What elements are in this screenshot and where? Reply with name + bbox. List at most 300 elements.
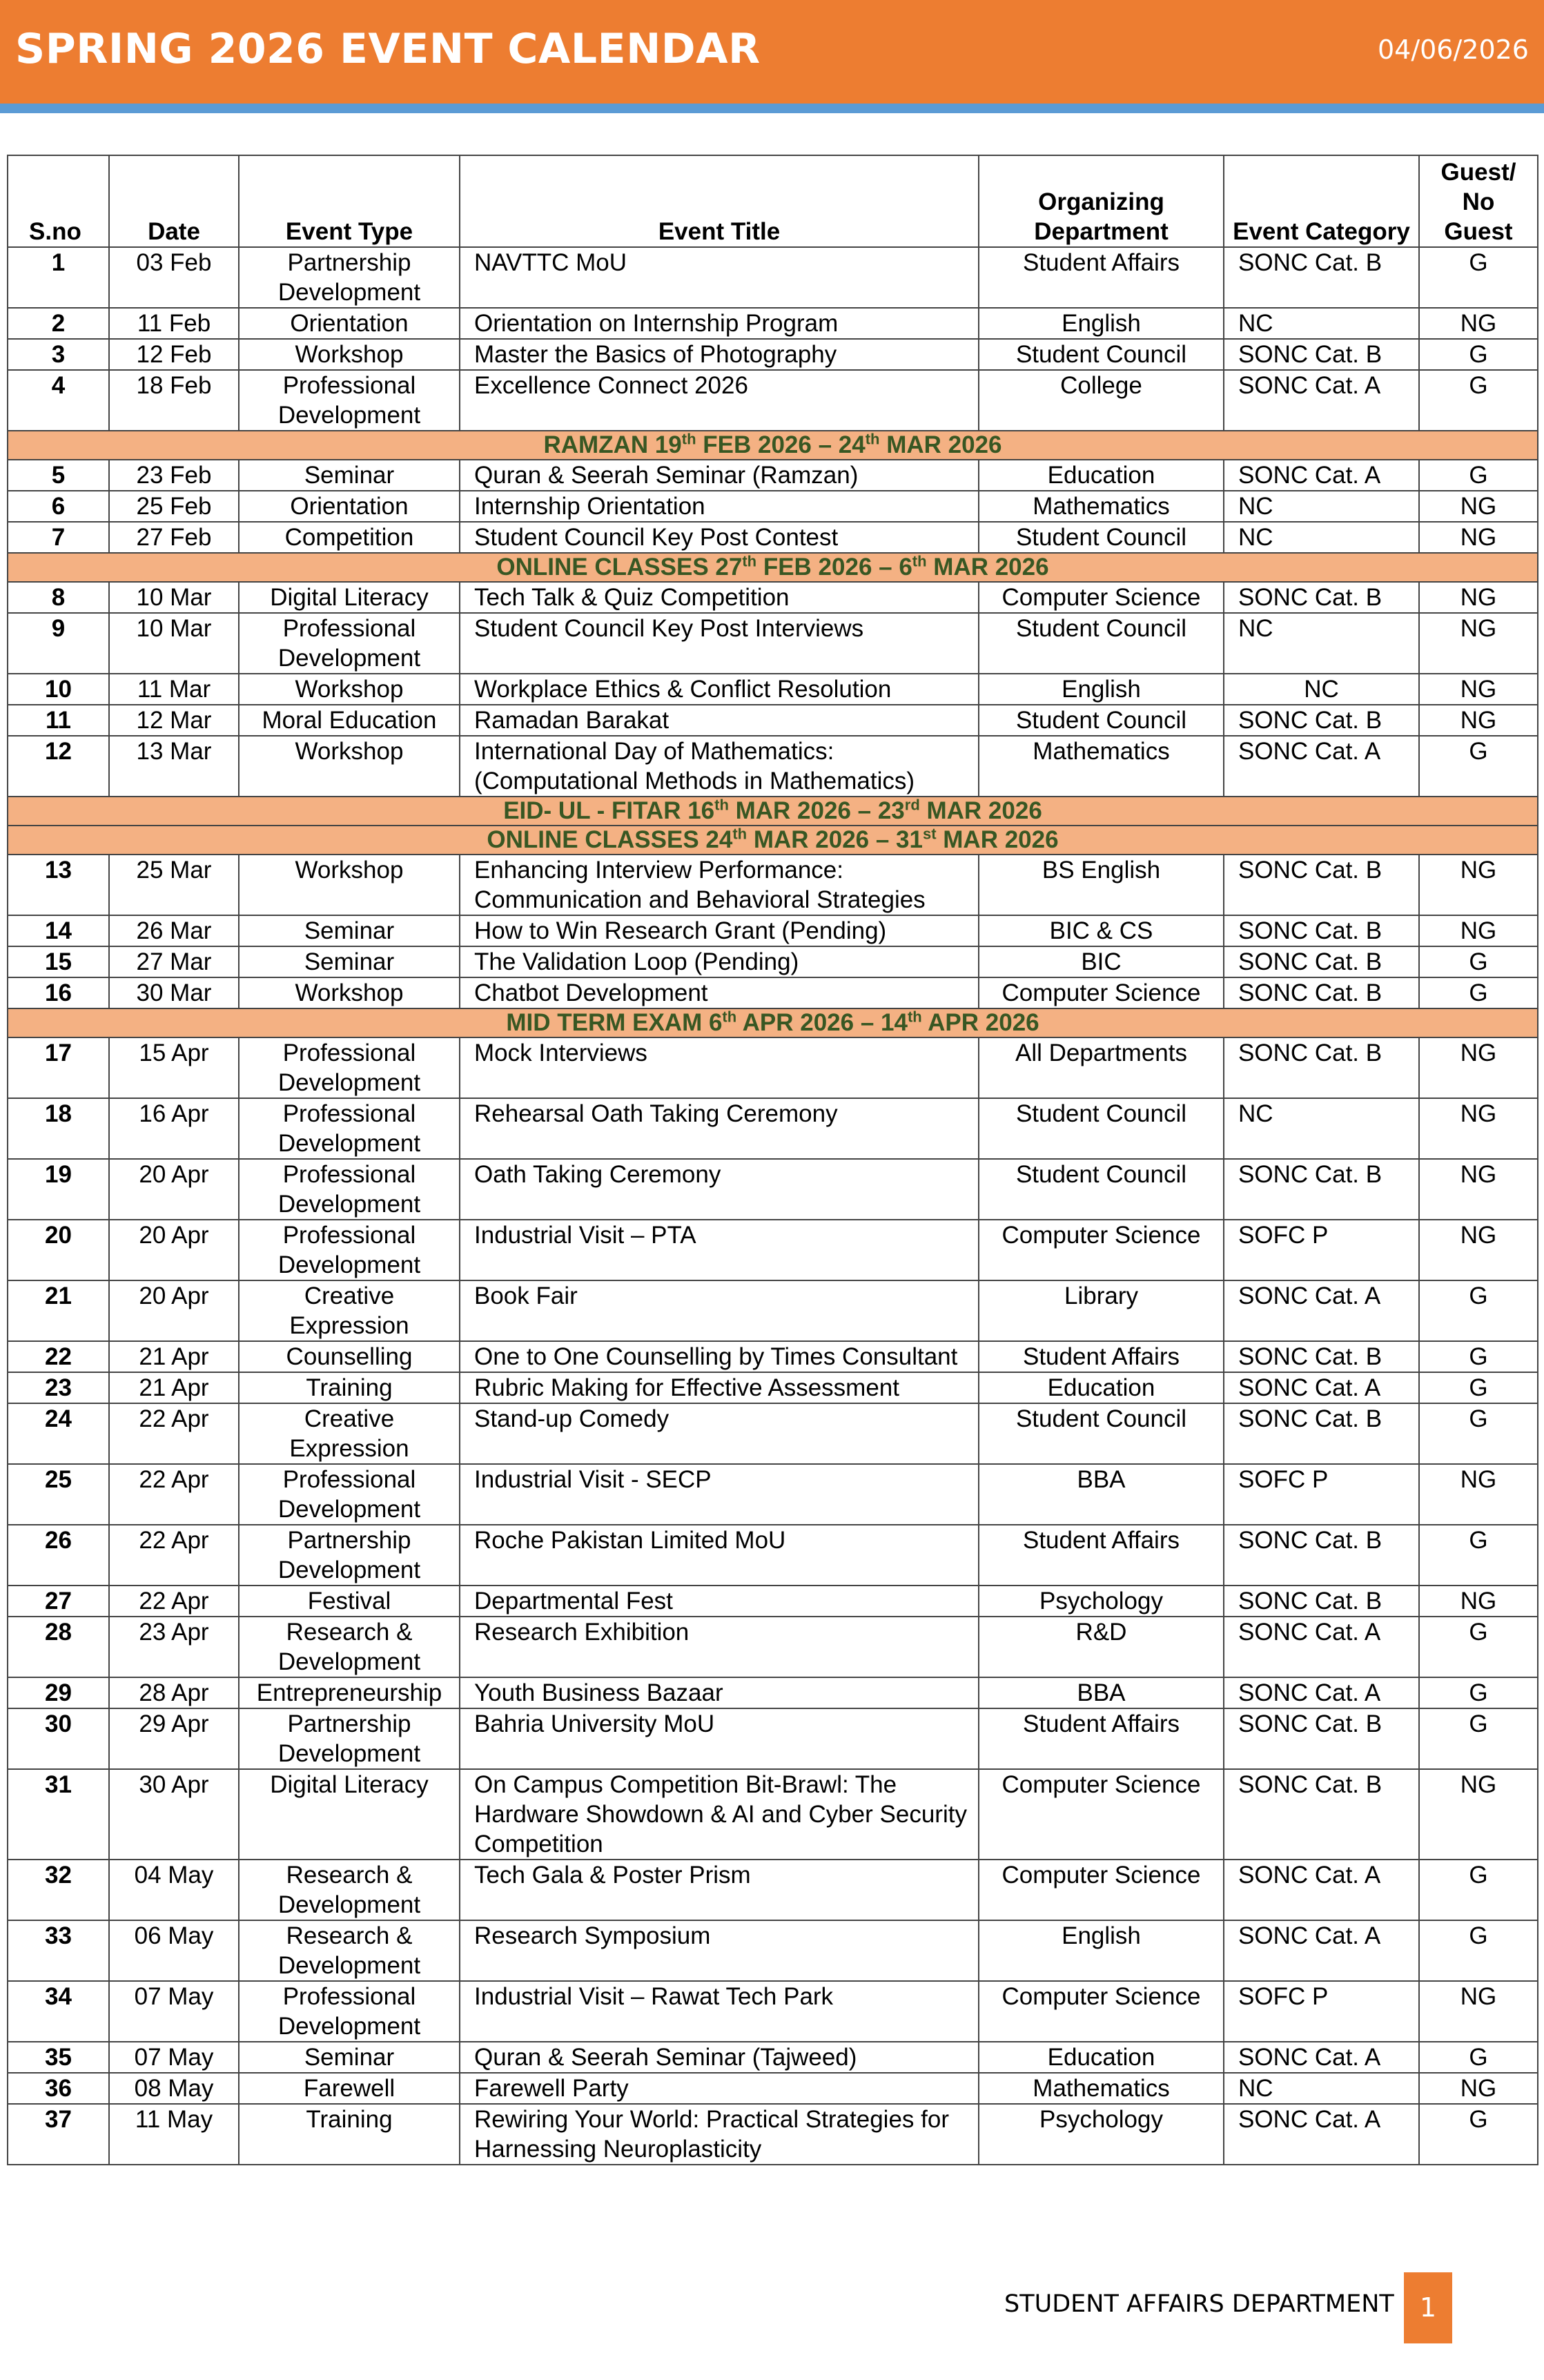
cell-sno: 10 [8, 674, 109, 705]
cell-department: Student Council [979, 1159, 1224, 1220]
cell-guest: G [1419, 1920, 1538, 1981]
separator-text: MAR 2026 [936, 826, 1059, 853]
cell-event-title: Departmental Fest [460, 1586, 979, 1617]
table-row [8, 977, 1538, 1008]
cell-event-type: Seminar [239, 460, 460, 491]
cell-date: 03 Feb [109, 247, 239, 308]
cell-event-title: Rubric Making for Effective Assessment [460, 1372, 979, 1403]
ordinal-suffix: th [907, 1008, 922, 1026]
cell-date: 21 Apr [109, 1372, 239, 1403]
cell-event-category: NC [1224, 491, 1419, 522]
cell-event-category: SONC Cat. B [1224, 915, 1419, 946]
cell-event-type: Training [239, 1372, 460, 1403]
cell-sno: 17 [8, 1037, 109, 1098]
cell-sno: 34 [8, 1981, 109, 2042]
cell-department: English [979, 308, 1224, 339]
table-row [8, 1920, 1538, 1981]
cell-event-category: NC [1224, 674, 1419, 705]
cell-date: 10 Mar [109, 582, 239, 613]
cell-event-category: SONC Cat. B [1224, 1769, 1419, 1860]
cell-department: Computer Science [979, 1769, 1224, 1860]
cell-event-type: Professional Development [239, 1981, 460, 2042]
cell-event-category: NC [1224, 613, 1419, 674]
cell-event-title: Book Fair [460, 1280, 979, 1341]
cell-date: 25 Mar [109, 855, 239, 915]
cell-guest: NG [1419, 1464, 1538, 1525]
cell-event-type: Training [239, 2104, 460, 2165]
table-row [8, 491, 1538, 522]
cell-event-type: Competition [239, 522, 460, 553]
cell-event-type: Digital Literacy [239, 582, 460, 613]
cell-event-category: SOFC P [1224, 1220, 1419, 1280]
cell-sno: 33 [8, 1920, 109, 1981]
cell-date: 30 Mar [109, 977, 239, 1008]
cell-department: Student Affairs [979, 1525, 1224, 1586]
cell-date: 08 May [109, 2073, 239, 2104]
header-stripe [0, 104, 1544, 113]
cell-event-title: Tech Gala & Poster Prism [460, 1860, 979, 1920]
cell-event-category: NC [1224, 2073, 1419, 2104]
cell-event-title: NAVTTC MoU [460, 247, 979, 308]
separator-text: MAR 2026 – 23 [728, 797, 905, 824]
cell-event-title: International Day of Mathematics: (Computational Methods in Mathematics) [460, 736, 979, 797]
cell-event-title: Oath Taking Ceremony [460, 1159, 979, 1220]
cell-department: Education [979, 460, 1224, 491]
cell-event-type: Professional Development [239, 1159, 460, 1220]
cell-event-type: Digital Literacy [239, 1769, 460, 1860]
cell-sno: 32 [8, 1860, 109, 1920]
cell-event-type: Creative Expression [239, 1403, 460, 1464]
cell-sno: 21 [8, 1280, 109, 1341]
cell-guest: NG [1419, 582, 1538, 613]
cell-event-title: Youth Business Bazaar [460, 1677, 979, 1708]
cell-department: BBA [979, 1677, 1224, 1708]
cell-department: BS English [979, 855, 1224, 915]
cell-date: 23 Feb [109, 460, 239, 491]
cell-date: 22 Apr [109, 1403, 239, 1464]
column-header-sno: S.no [8, 155, 109, 247]
cell-department: Education [979, 1372, 1224, 1403]
column-header-guest: Guest/ No Guest [1419, 155, 1538, 247]
cell-event-type: Orientation [239, 308, 460, 339]
cell-event-category: SONC Cat. B [1224, 946, 1419, 977]
separator-text: FEB 2026 – 24 [696, 431, 866, 458]
cell-event-title: Stand-up Comedy [460, 1403, 979, 1464]
cell-date: 07 May [109, 1981, 239, 2042]
section-separator-label [8, 826, 1538, 855]
cell-guest: NG [1419, 491, 1538, 522]
table-row [8, 522, 1538, 553]
cell-event-type: Research & Development [239, 1860, 460, 1920]
table-body [8, 247, 1538, 2165]
separator-text: APR 2026 – 14 [736, 1009, 908, 1036]
table-header-row [8, 155, 1538, 247]
cell-event-type: Farewell [239, 2073, 460, 2104]
cell-department: BBA [979, 1464, 1224, 1525]
cell-sno: 2 [8, 308, 109, 339]
table-row [8, 308, 1538, 339]
cell-event-type: Seminar [239, 946, 460, 977]
cell-sno: 4 [8, 370, 109, 431]
cell-guest: G [1419, 1525, 1538, 1586]
cell-date: 11 Feb [109, 308, 239, 339]
separator-text: MAR 2026 [879, 431, 1002, 458]
cell-sno: 30 [8, 1708, 109, 1769]
cell-event-title: Research Symposium [460, 1920, 979, 1981]
cell-date: 22 Apr [109, 1586, 239, 1617]
cell-event-title: Excellence Connect 2026 [460, 370, 979, 431]
cell-department: College [979, 370, 1224, 431]
ordinal-suffix: th [681, 431, 696, 448]
cell-guest: G [1419, 2042, 1538, 2073]
cell-guest: G [1419, 1677, 1538, 1708]
cell-event-type: Professional Development [239, 1464, 460, 1525]
separator-text: MAR 2026 [926, 554, 1049, 581]
cell-sno: 27 [8, 1586, 109, 1617]
cell-department: Student Affairs [979, 1708, 1224, 1769]
cell-date: 07 May [109, 2042, 239, 2073]
cell-event-title: Orientation on Internship Program [460, 308, 979, 339]
cell-event-category: SONC Cat. A [1224, 1860, 1419, 1920]
table-row [8, 2073, 1538, 2104]
cell-sno: 35 [8, 2042, 109, 2073]
table-row [8, 1617, 1538, 1677]
cell-event-category: SONC Cat. B [1224, 1159, 1419, 1220]
cell-event-category: SONC Cat. A [1224, 370, 1419, 431]
table-row [8, 247, 1538, 308]
cell-event-category: SONC Cat. B [1224, 339, 1419, 370]
cell-date: 25 Feb [109, 491, 239, 522]
cell-event-title: On Campus Competition Bit-Brawl: The Hardware Showdown & AI and Cyber Security Competition [460, 1769, 979, 1860]
cell-event-title: Rehearsal Oath Taking Ceremony [460, 1098, 979, 1159]
separator-text: ONLINE CLASSES 24 [487, 826, 733, 853]
cell-date: 20 Apr [109, 1280, 239, 1341]
cell-event-type: Professional Development [239, 370, 460, 431]
cell-sno: 9 [8, 613, 109, 674]
cell-event-category: SONC Cat. B [1224, 1586, 1419, 1617]
cell-guest: NG [1419, 1098, 1538, 1159]
cell-event-category: SONC Cat. A [1224, 1280, 1419, 1341]
cell-guest: G [1419, 247, 1538, 308]
cell-event-category: NC [1224, 308, 1419, 339]
cell-event-category: SONC Cat. A [1224, 2042, 1419, 2073]
cell-event-type: Workshop [239, 855, 460, 915]
table-row [8, 1098, 1538, 1159]
cell-sno: 37 [8, 2104, 109, 2165]
table-row [8, 460, 1538, 491]
section-separator-row [8, 553, 1538, 582]
ordinal-suffix: th [742, 553, 757, 570]
cell-sno: 23 [8, 1372, 109, 1403]
separator-text: ONLINE CLASSES 27 [496, 554, 743, 581]
cell-event-category: SONC Cat. B [1224, 1037, 1419, 1098]
section-separator-row [8, 826, 1538, 855]
cell-event-type: Workshop [239, 977, 460, 1008]
cell-event-category: NC [1224, 1098, 1419, 1159]
cell-event-category: NC [1224, 522, 1419, 553]
separator-text: RAMZAN 19 [543, 431, 682, 458]
cell-guest: NG [1419, 855, 1538, 915]
cell-department: Psychology [979, 2104, 1224, 2165]
column-header-organizing-department: Organizing Department [979, 155, 1224, 247]
cell-event-title: Roche Pakistan Limited MoU [460, 1525, 979, 1586]
cell-sno: 14 [8, 915, 109, 946]
table-row [8, 613, 1538, 674]
table-row [8, 582, 1538, 613]
cell-event-title: The Validation Loop (Pending) [460, 946, 979, 977]
cell-department: R&D [979, 1617, 1224, 1677]
cell-guest: G [1419, 1403, 1538, 1464]
cell-department: All Departments [979, 1037, 1224, 1098]
cell-guest: G [1419, 1708, 1538, 1769]
cell-sno: 1 [8, 247, 109, 308]
cell-event-type: Professional Development [239, 1037, 460, 1098]
ordinal-suffix: th [865, 431, 880, 448]
ordinal-suffix: th [714, 797, 729, 814]
section-separator-row [8, 431, 1538, 460]
cell-event-title: Research Exhibition [460, 1617, 979, 1677]
cell-event-type: Creative Expression [239, 1280, 460, 1341]
cell-event-title: Internship Orientation [460, 491, 979, 522]
cell-event-title: One to One Counselling by Times Consultant [460, 1341, 979, 1372]
cell-event-type: Workshop [239, 736, 460, 797]
cell-guest: NG [1419, 1981, 1538, 2042]
cell-event-category: SONC Cat. A [1224, 1677, 1419, 1708]
table-row [8, 1769, 1538, 1860]
event-calendar-table [7, 155, 1538, 2165]
cell-sno: 28 [8, 1617, 109, 1677]
cell-guest: NG [1419, 1220, 1538, 1280]
cell-department: Student Council [979, 339, 1224, 370]
cell-event-title: Quran & Seerah Seminar (Ramzan) [460, 460, 979, 491]
table-row [8, 736, 1538, 797]
cell-department: Mathematics [979, 736, 1224, 797]
separator-text: EID- UL - FITAR 16 [503, 797, 715, 824]
cell-event-category: SONC Cat. B [1224, 582, 1419, 613]
ordinal-suffix: th [732, 826, 747, 843]
cell-date: 11 Mar [109, 674, 239, 705]
cell-event-category: SONC Cat. B [1224, 1403, 1419, 1464]
section-separator-label [8, 797, 1538, 826]
table-row [8, 1159, 1538, 1220]
cell-event-type: Professional Development [239, 1220, 460, 1280]
cell-event-category: SONC Cat. B [1224, 1708, 1419, 1769]
cell-event-type: Seminar [239, 915, 460, 946]
table-row [8, 1860, 1538, 1920]
table-row [8, 1037, 1538, 1098]
cell-event-type: Festival [239, 1586, 460, 1617]
cell-date: 27 Feb [109, 522, 239, 553]
cell-sno: 13 [8, 855, 109, 915]
cell-department: English [979, 674, 1224, 705]
cell-event-type: Research & Development [239, 1617, 460, 1677]
separator-text: MAR 2026 [919, 797, 1042, 824]
cell-sno: 25 [8, 1464, 109, 1525]
table-row [8, 1280, 1538, 1341]
table-row [8, 1372, 1538, 1403]
cell-date: 18 Feb [109, 370, 239, 431]
table-row [8, 1220, 1538, 1280]
table-row [8, 1403, 1538, 1464]
table-row [8, 339, 1538, 370]
ordinal-suffix: st [922, 826, 937, 843]
cell-event-title: Enhancing Interview Performance: Communication and Behavioral Strategies [460, 855, 979, 915]
cell-event-category: SONC Cat. B [1224, 855, 1419, 915]
table-row [8, 2042, 1538, 2073]
cell-event-category: SOFC P [1224, 1464, 1419, 1525]
cell-event-type: Counselling [239, 1341, 460, 1372]
cell-guest: NG [1419, 1586, 1538, 1617]
cell-event-type: Workshop [239, 339, 460, 370]
section-separator-row [8, 1008, 1538, 1037]
cell-event-title: Bahria University MoU [460, 1708, 979, 1769]
cell-department: Student Council [979, 613, 1224, 674]
cell-event-title: Student Council Key Post Contest [460, 522, 979, 553]
cell-department: Computer Science [979, 1860, 1224, 1920]
cell-event-category: SONC Cat. A [1224, 460, 1419, 491]
cell-department: Student Affairs [979, 247, 1224, 308]
cell-date: 06 May [109, 1920, 239, 1981]
cell-event-type: Partnership Development [239, 1708, 460, 1769]
cell-guest: G [1419, 1280, 1538, 1341]
cell-guest: G [1419, 1617, 1538, 1677]
cell-guest: G [1419, 736, 1538, 797]
cell-event-title: Industrial Visit – PTA [460, 1220, 979, 1280]
cell-guest: NG [1419, 308, 1538, 339]
cell-event-category: SONC Cat. A [1224, 1372, 1419, 1403]
table-row [8, 370, 1538, 431]
cell-date: 20 Apr [109, 1220, 239, 1280]
cell-date: 12 Feb [109, 339, 239, 370]
cell-department: Mathematics [979, 2073, 1224, 2104]
cell-guest: G [1419, 460, 1538, 491]
cell-sno: 5 [8, 460, 109, 491]
cell-department: Computer Science [979, 1220, 1224, 1280]
cell-guest: NG [1419, 674, 1538, 705]
table-row [8, 1708, 1538, 1769]
cell-guest: NG [1419, 1769, 1538, 1860]
cell-guest: NG [1419, 522, 1538, 553]
cell-date: 22 Apr [109, 1525, 239, 1586]
cell-department: Student Council [979, 705, 1224, 736]
cell-date: 04 May [109, 1860, 239, 1920]
cell-guest: G [1419, 977, 1538, 1008]
cell-event-title: Ramadan Barakat [460, 705, 979, 736]
cell-date: 27 Mar [109, 946, 239, 977]
column-header-event-type: Event Type [239, 155, 460, 247]
cell-department: BIC & CS [979, 915, 1224, 946]
cell-guest: NG [1419, 1159, 1538, 1220]
cell-department: Computer Science [979, 977, 1224, 1008]
cell-department: Mathematics [979, 491, 1224, 522]
cell-department: BIC [979, 946, 1224, 977]
cell-sno: 12 [8, 736, 109, 797]
table-row [8, 1677, 1538, 1708]
table-row [8, 1525, 1538, 1586]
cell-date: 10 Mar [109, 613, 239, 674]
cell-department: Computer Science [979, 582, 1224, 613]
cell-event-type: Entrepreneurship [239, 1677, 460, 1708]
cell-event-title: Mock Interviews [460, 1037, 979, 1098]
cell-department: Computer Science [979, 1981, 1224, 2042]
table-row [8, 1981, 1538, 2042]
cell-date: 23 Apr [109, 1617, 239, 1677]
cell-event-type: Professional Development [239, 613, 460, 674]
cell-event-title: Workplace Ethics & Conflict Resolution [460, 674, 979, 705]
cell-sno: 19 [8, 1159, 109, 1220]
cell-date: 29 Apr [109, 1708, 239, 1769]
cell-sno: 3 [8, 339, 109, 370]
cell-department: Education [979, 2042, 1224, 2073]
cell-event-title: Master the Basics of Photography [460, 339, 979, 370]
table-row [8, 1341, 1538, 1372]
cell-date: 26 Mar [109, 915, 239, 946]
cell-sno: 29 [8, 1677, 109, 1708]
cell-event-category: SONC Cat. B [1224, 247, 1419, 308]
page-number: 1 [1404, 2272, 1452, 2343]
cell-department: Student Council [979, 1098, 1224, 1159]
cell-department: Student Council [979, 522, 1224, 553]
cell-department: Student Affairs [979, 1341, 1224, 1372]
cell-event-type: Seminar [239, 2042, 460, 2073]
ordinal-suffix: rd [904, 797, 920, 814]
separator-text: APR 2026 [921, 1009, 1039, 1036]
section-separator-row [8, 797, 1538, 826]
cell-guest: G [1419, 1341, 1538, 1372]
cell-sno: 26 [8, 1525, 109, 1586]
cell-event-category: SONC Cat. A [1224, 736, 1419, 797]
cell-event-title: Industrial Visit – Rawat Tech Park [460, 1981, 979, 2042]
cell-guest: NG [1419, 1037, 1538, 1098]
cell-event-category: SONC Cat. A [1224, 1617, 1419, 1677]
cell-event-type: Moral Education [239, 705, 460, 736]
cell-sno: 15 [8, 946, 109, 977]
cell-date: 21 Apr [109, 1341, 239, 1372]
cell-date: 28 Apr [109, 1677, 239, 1708]
cell-guest: G [1419, 946, 1538, 977]
cell-date: 12 Mar [109, 705, 239, 736]
cell-guest: G [1419, 1372, 1538, 1403]
column-header-event-title: Event Title [460, 155, 979, 247]
ordinal-suffix: th [722, 1008, 737, 1026]
cell-date: 11 May [109, 2104, 239, 2165]
cell-sno: 11 [8, 705, 109, 736]
section-separator-label [8, 431, 1538, 460]
cell-event-category: SONC Cat. A [1224, 1920, 1419, 1981]
table-row [8, 2104, 1538, 2165]
cell-date: 16 Apr [109, 1098, 239, 1159]
cell-event-title: Tech Talk & Quiz Competition [460, 582, 979, 613]
section-separator-label [8, 553, 1538, 582]
cell-event-category: SOFC P [1224, 1981, 1419, 2042]
separator-text: FEB 2026 – 6 [756, 554, 912, 581]
section-separator-label [8, 1008, 1538, 1037]
cell-event-type: Workshop [239, 674, 460, 705]
cell-department: Student Council [979, 1403, 1224, 1464]
table-row [8, 855, 1538, 915]
cell-guest: NG [1419, 705, 1538, 736]
cell-event-type: Orientation [239, 491, 460, 522]
cell-department: Library [979, 1280, 1224, 1341]
cell-sno: 7 [8, 522, 109, 553]
cell-department: Psychology [979, 1586, 1224, 1617]
page-title: SPRING 2026 EVENT CALENDAR [15, 25, 761, 73]
cell-sno: 22 [8, 1341, 109, 1372]
cell-sno: 24 [8, 1403, 109, 1464]
table-row [8, 674, 1538, 705]
cell-event-title: Farewell Party [460, 2073, 979, 2104]
cell-event-category: SONC Cat. B [1224, 977, 1419, 1008]
